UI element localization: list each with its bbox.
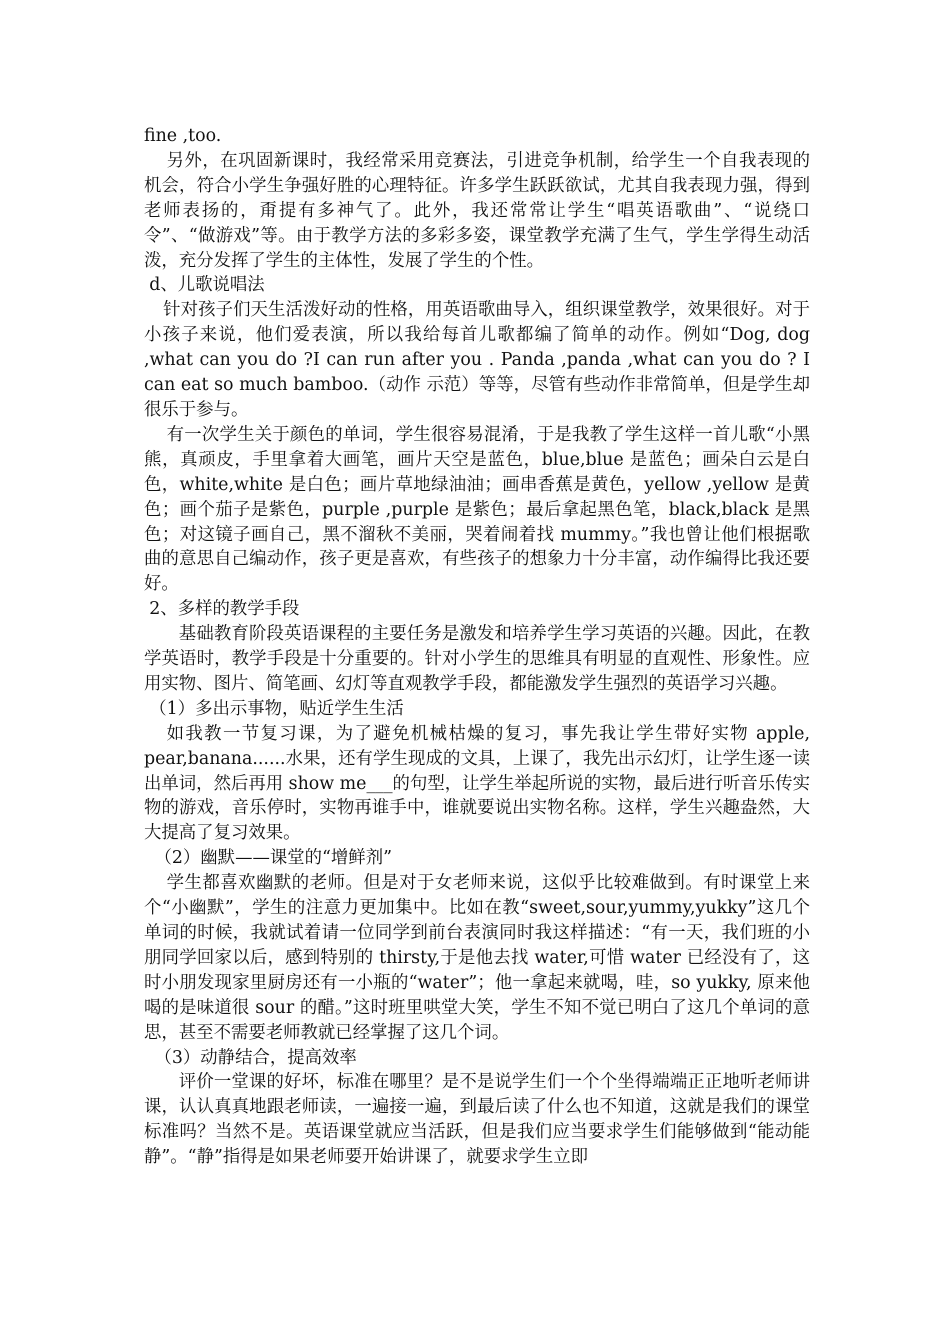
paragraph-color-song: 有一次学生关于颜色的单词，学生很容易混淆，于是我教了学生这样一首儿歌“小黑熊，真顽皮，手里拿着大画笔，画片天空是蓝色，blue,blue 是蓝色；画朵白云是白色，white,white 是白色；画片草地绿油油；画串香蕉是黄色，yellow ,yellow 是黄色；画个茄子是紫色，purple ,purple 是紫色；最后拿起黑色笔，black,black 是黑色；对这镜子画自己，黑不溜秋不美丽，哭着闹着找 mummy。”我也曾让他们根据歌曲的意思自己编动作，孩子更是喜欢，有些孩子的想象力十分丰富，动作编得比我还要好。 (144, 424, 810, 595)
paragraph-humor: 学生都喜欢幽默的老师。但是对于女老师来说，这似乎比较难做到。有时课堂上来个“小幽默”，学生的注意力更加集中。比如在教“sweet,sour,yummy,yukky”这几个单词的时候，我就试着请一位同学到前台表演同时我这样描述：“有一天，我们班的小朋同学回家以后，感到特别的 thirsty,于是他去找 water,可惜 water 已经没有了，这时小朋发现家里厨房还有一小瓶的“water”；他一拿起来就喝，哇，so yukky, 原来他喝的是味道很 sour 的醋。”这时班里哄堂大笑，学生不知不觉已明白了这几个单词的意思，甚至不需要老师教就已经掌握了这几个词。 (144, 873, 810, 1043)
paragraph-continuation: fine ,too. (144, 126, 222, 146)
subheading-2: （2）幽默——课堂的“增鲜剂” (154, 848, 392, 869)
section-heading-d: d、儿歌说唱法 (149, 275, 265, 296)
section-heading-2: 2、多样的教学手段 (149, 599, 300, 620)
paragraph-evaluation: 评价一堂课的好坏，标准在哪里？是不是说学生们一个个坐得端端正正地听老师讲课，认认真真地跟老师读，一遍接一遍，到最后读了什么也不知道，这就是我们的课堂标准吗？当然不是。英语课堂就应当活跃，但是我们应当要求学生们能够做到“能动能静”。“静”指得是如果老师要开始讲课了，就要求学生立即 (144, 1072, 810, 1168)
paragraph-competition-method: 另外，在巩固新课时，我经常采用竞赛法，引进竞争机制，给学生一个自我表现的机会，符合小学生争强好胜的心理特征。许多学生跃跃欲试，尤其自我表现力强，得到老师表扬的，甭提有多神气了。此外，我还常常让学生“唱英语歌曲”、“说绕口令”、“做游戏”等。由于教学方法的多彩多姿，课堂教学充满了生气，学生学得生动活泼，充分发挥了学生的主体性，发展了学生的个性。 (144, 150, 810, 271)
subheading-3: （3）动静结合，提高效率 (154, 1047, 357, 1068)
paragraph-song-intro: 针对孩子们天生活泼好动的性格，用英语歌曲导入，组织课堂教学，效果很好。对于小孩子来说，他们爱表演，所以我给每首儿歌都编了简单的动作。例如“Dog, dog ,what can you do ?I can run after you . Panda ,panda ,what can you do ? I can eat so much bamboo.（动作 示范）等等，尽管有些动作非常简单，但是学生却很乐于参与。 (144, 300, 810, 420)
subheading-1: （1）多出示事物，贴近学生生活 (149, 698, 404, 719)
document-body (144, 124, 810, 1170)
paragraph-review-lesson: 如我教一节复习课，为了避免机械枯燥的复习，事先我让学生带好实物 apple, pear,banana......水果，还有学生现成的文具，上课了，我先出示幻灯，让学生逐一读出单词，然后再用 show me___的句型，让学生举起所说的实物，最后进行听音乐传实物的游戏，音乐停时，实物再谁手中，谁就要说出实物名称。这样，学生兴趣盎然，大大提高了复习效果。 (144, 723, 810, 844)
paragraph-teaching-means: 基础教育阶段英语课程的主要任务是激发和培养学生学习英语的兴趣。因此，在教学英语时，教学手段是十分重要的。针对小学生的思维具有明显的直观性、形象性。应用实物、图片、简笔画、幻灯等直观教学手段，都能激发学生强烈的英语学习兴趣。 (144, 624, 810, 694)
